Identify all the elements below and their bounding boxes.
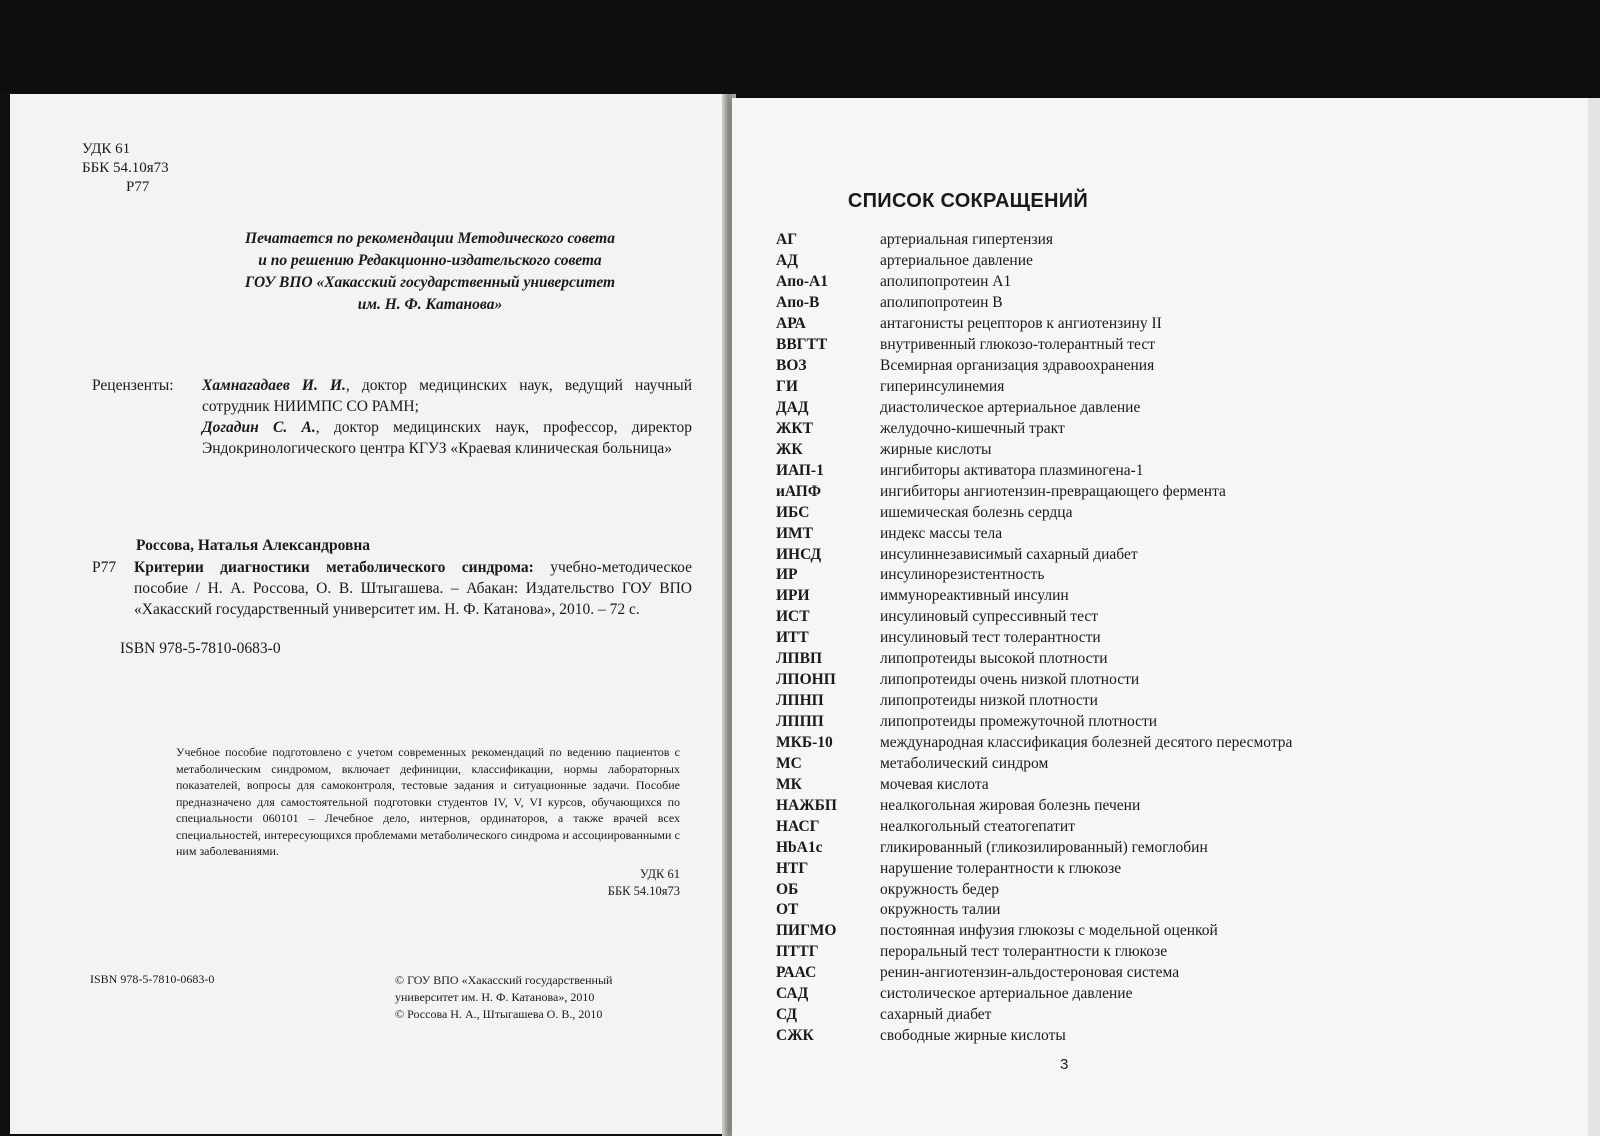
abbreviation-definition: ингибиторы активатора плазминогена-1: [880, 461, 1144, 479]
reviewers-block: [92, 375, 692, 459]
abbreviation-definition: инсулиннезависимый сахарный диабет: [880, 545, 1138, 563]
abbreviation-definition: сахарный диабет: [880, 1006, 992, 1024]
abbreviation-definition: индекс массы тела: [880, 524, 1003, 542]
abbreviation-definition: неалкогольная жировая болезнь печени: [880, 796, 1141, 814]
author-heading: Россова, Наталья Александровна: [136, 537, 371, 554]
abbreviation-row: [776, 230, 1396, 251]
abbreviation-code: ЖКТ: [776, 419, 813, 437]
abbreviation-code: НТГ: [776, 859, 809, 877]
abbreviation-list: [776, 230, 1396, 1047]
imprint-line: Печатается по рекомендации Методического совета: [245, 230, 615, 247]
page-edge: [1588, 98, 1600, 1136]
abbreviation-definition: липопротеиды низкой плотности: [880, 692, 1098, 710]
abbreviation-code: ИАП-1: [776, 461, 824, 479]
abbreviation-definition: аполипопротеин А1: [880, 273, 1012, 291]
abbreviation-code: Апо-А1: [776, 273, 828, 291]
abbreviation-row: [776, 753, 1396, 774]
abbreviation-definition: аполипопротеин В: [880, 294, 1003, 312]
abbreviation-row: [776, 356, 1396, 377]
page-title: СПИСОК СОКРАЩЕНИЙ: [847, 190, 1089, 212]
abbreviation-definition: инсулиновый тест толерантности: [880, 629, 1101, 647]
abbreviation-row: [776, 879, 1396, 900]
udk-line: УДК 61: [82, 141, 131, 157]
abbreviation-row: [776, 942, 1396, 963]
reviewer-name: Хамнагадаев И. И.: [202, 377, 346, 394]
abbreviation-definition: внутривенный глюкозо-толерантный тест: [880, 336, 1155, 354]
udk-line: УДК 61: [639, 867, 680, 881]
abbreviation-code: ИСТ: [776, 608, 810, 626]
abbreviation-code: ИБС: [776, 503, 810, 521]
abbreviation-code: ГИ: [776, 378, 798, 396]
abbreviation-row: [776, 712, 1396, 733]
abbreviation-definition: окружность бедер: [880, 880, 999, 898]
abbreviation-code: ПТТГ: [776, 943, 819, 961]
abbreviation-row: [776, 858, 1396, 879]
abbreviation-row: [776, 544, 1396, 565]
abbreviation-code: ОТ: [776, 901, 799, 919]
abbreviation-code: МКБ-10: [776, 733, 833, 751]
abbreviation-row: [776, 502, 1396, 523]
abbreviation-code: ЛПОНП: [776, 671, 836, 689]
copyright-line: © Россова Н. А., Штыгашева О. В., 2010: [395, 1007, 603, 1021]
abbreviation-row: [776, 816, 1396, 837]
imprint-line: и по решению Редакционно-издательского совета: [258, 252, 602, 269]
abbreviation-definition: артериальная гипертензия: [880, 231, 1053, 249]
bibliographic-record: [92, 557, 692, 620]
abbreviation-row: [776, 293, 1396, 314]
abbreviation-code: АД: [776, 252, 798, 270]
abbreviation-row: [776, 670, 1396, 691]
abbreviation-code: САД: [776, 985, 809, 1003]
abbreviation-row: [776, 377, 1396, 398]
page-number: 3: [1060, 1056, 1069, 1073]
isbn-bottom: ISBN 978-5-7810-0683-0: [90, 972, 215, 986]
abbreviation-definition: ишемическая болезнь сердца: [880, 503, 1073, 521]
abbreviation-row: [776, 795, 1396, 816]
abbreviation-code: РААС: [776, 964, 817, 982]
reviewer-details: , доктор медицинских наук, ведущий научный сотрудник НИИМПС СО РАМН;: [202, 377, 692, 415]
udk-block: [82, 140, 169, 197]
abbreviation-code: HbA1c: [776, 838, 823, 856]
reviewer-name: Догадин С. А.: [202, 419, 316, 436]
copyright-line: © ГОУ ВПО «Хакасский государственный: [395, 973, 613, 987]
abbreviation-row: [776, 628, 1396, 649]
abbreviation-row: [776, 733, 1396, 754]
abbreviation-definition: гликированный (гликозилированный) гемоглобин: [880, 838, 1208, 856]
abbreviation-row: [776, 335, 1396, 356]
scanner-background: [0, 0, 1600, 92]
abbreviation-definition: жирные кислоты: [880, 440, 992, 458]
abbreviation-definition: гиперинсулинемия: [880, 378, 1005, 396]
abbreviation-definition: неалкогольный стеатогепатит: [880, 817, 1075, 835]
abbreviation-row: [776, 963, 1396, 984]
abbreviation-definition: диастолическое артериальное давление: [880, 398, 1141, 416]
abbreviation-code: АГ: [776, 231, 798, 249]
copyright-block: [395, 972, 612, 1023]
abbreviation-row: [776, 984, 1396, 1005]
reviewers-list: [202, 375, 692, 459]
abbreviation-code: ИРИ: [776, 587, 810, 605]
abbreviation-definition: нарушение толерантности к глюкозе: [880, 859, 1122, 877]
abbreviation-row: [776, 921, 1396, 942]
abbreviation-definition: Всемирная организация здравоохранения: [880, 357, 1155, 375]
reviewer-entry: [202, 417, 692, 459]
abbreviation-code: ЛППП: [776, 713, 824, 731]
imprint-line: им. Н. Ф. Катанова»: [357, 296, 503, 313]
abbreviation-row: [776, 691, 1396, 712]
abbreviation-row: [776, 314, 1396, 335]
abbreviation-code: МС: [776, 754, 802, 772]
abbreviation-row: [776, 523, 1396, 544]
reviewers-label: Рецензенты:: [92, 377, 174, 394]
abbreviation-definition: ренин-ангиотензин-альдостероновая система: [880, 964, 1180, 982]
abbreviation-row: [776, 481, 1396, 502]
abbreviation-row: [776, 607, 1396, 628]
imprint-notice: [170, 228, 690, 316]
abbreviation-code: ОБ: [776, 880, 799, 898]
abbreviation-row: [776, 251, 1396, 272]
bib-code: Р77: [92, 559, 117, 576]
abbreviation-row: [776, 272, 1396, 293]
author-mark-line: Р77: [126, 179, 150, 195]
abbreviation-row: [776, 439, 1396, 460]
abbreviation-code: ПИГМО: [776, 922, 837, 940]
abbreviation-code: ВВГТТ: [776, 336, 828, 354]
abbreviation-definition: свободные жирные кислоты: [880, 1027, 1066, 1045]
abbreviation-row: [776, 565, 1396, 586]
abbreviation-definition: метаболический синдром: [880, 754, 1049, 772]
abbreviation-code: ИМТ: [776, 524, 814, 542]
abbreviation-row: [776, 586, 1396, 607]
abbreviation-definition: систолическое артериальное давление: [880, 985, 1133, 1003]
bbk-line: ББК 54.10я73: [82, 160, 169, 176]
reviewer-details: , доктор медицинских наук, профессор, директор Эндокринологического центра КГУЗ «Краевая клиническая больница»: [202, 419, 693, 457]
abbreviation-definition: инсулиновый супрессивный тест: [880, 608, 1098, 626]
abbreviation-definition: ингибиторы ангиотензин-превращающего фермента: [880, 482, 1226, 500]
annotation-text: Учебное пособие подготовлено с учетом современных рекомендаций по ведению пациентов с метаболическим синдромом, включает дефиниции, классификации, нормы лабораторных показателей, вопросы для самоконтроля, тестовые задания и ситуационные задачи. Пособие предназначено для самостоятельной подготовки студентов IV, V, VI курсов, обучающихся по специальности 060101 – Лечебное дело, интернов, ординаторов, а также врачей всех специальностей, интересующихся проблемами метаболического синдрома и ассоциированными с ним заболеваниями.: [176, 745, 680, 858]
abbreviation-definition: липопротеиды промежуточной плотности: [880, 713, 1158, 731]
bib-description: [134, 557, 692, 620]
abbreviation-code: МК: [776, 775, 802, 793]
bbk-line: ББК 54.10я73: [607, 884, 680, 898]
abbreviation-row: [776, 398, 1396, 419]
abbreviation-code: ИТТ: [776, 629, 809, 647]
abbreviation-definition: международная классификация болезней десятого пересмотра: [880, 733, 1293, 751]
abbreviation-definition: постоянная инфузия глюкозы с модельной оценкой: [880, 922, 1218, 940]
abbreviation-definition: антагонисты рецепторов к ангиотензину II: [880, 315, 1162, 333]
abbreviation-definition: инсулинорезистентность: [880, 566, 1045, 584]
abbreviation-code: ВОЗ: [776, 357, 807, 375]
isbn-line: ISBN 978-5-7810-0683-0: [120, 640, 281, 657]
bib-details: учебно-методическое пособие / Н. А. Россова, О. В. Штыгашева. – Абакан: Издательство ГОУ ВПО «Хакасский государственный университет им. Н. Ф. Катанова», 2010. – 72 с.: [134, 559, 693, 618]
abbreviation-row: [776, 418, 1396, 439]
abbreviation-definition: артериальное давление: [880, 252, 1033, 270]
abbreviation-code: НАЖБП: [776, 796, 837, 814]
udk-bottom-block: [560, 866, 680, 900]
abbreviation-code: Апо-В: [776, 294, 820, 312]
abbreviation-definition: желудочно-кишечный тракт: [880, 419, 1065, 437]
abbreviation-definition: липопротеиды высокой плотности: [880, 650, 1108, 668]
abbreviation-definition: пероральный тест толерантности к глюкозе: [880, 943, 1168, 961]
abbreviation-definition: мочевая кислота: [880, 775, 989, 793]
abbreviation-row: [776, 649, 1396, 670]
abbreviation-code: ИНСД: [776, 545, 822, 563]
abbreviation-code: СД: [776, 1006, 798, 1024]
abbreviation-row: [776, 1005, 1396, 1026]
abbreviation-definition: иммунореактивный инсулин: [880, 587, 1069, 605]
abbreviation-definition: липопротеиды очень низкой плотности: [880, 671, 1140, 689]
abbreviation-code: АРА: [776, 315, 806, 333]
abbreviation-row: [776, 900, 1396, 921]
abbreviation-row: [776, 1026, 1396, 1047]
abbreviation-row: [776, 460, 1396, 481]
abbreviation-code: ЛПНП: [776, 692, 824, 710]
abbreviation-code: СЖК: [776, 1027, 814, 1045]
bib-title: Критерии диагностики метаболического синдрома:: [134, 559, 534, 576]
copyright-line: университет им. Н. Ф. Катанова», 2010: [395, 990, 595, 1004]
abbreviation-row: [776, 837, 1396, 858]
abbreviation-row: [776, 774, 1396, 795]
abbreviation-definition: окружность талии: [880, 901, 1001, 919]
imprint-line: ГОУ ВПО «Хакасский государственный университет: [244, 274, 616, 291]
abbreviation-code: ЛПВП: [776, 650, 823, 668]
abbreviation-code: ИР: [776, 566, 798, 584]
abbreviation-code: ЖК: [776, 440, 803, 458]
abbreviation-code: иАПФ: [776, 482, 822, 500]
abbreviation-code: НАСГ: [776, 817, 820, 835]
abbreviation-code: ДАД: [776, 398, 809, 416]
reviewer-entry: [202, 375, 692, 417]
